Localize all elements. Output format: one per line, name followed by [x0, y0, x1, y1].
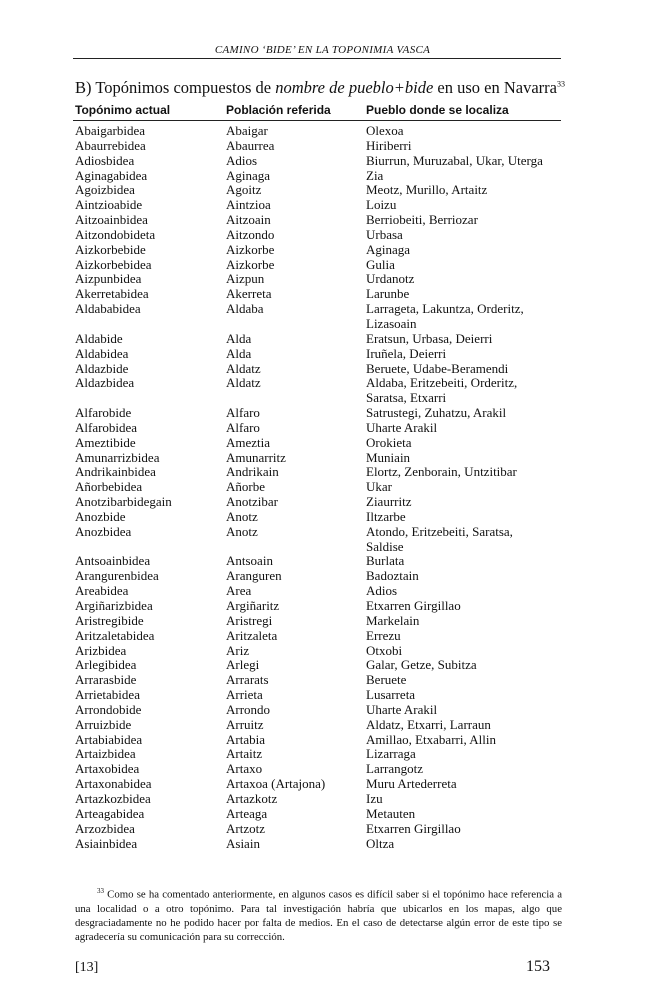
table-row [75, 213, 565, 228]
village-cell: Hiriberri [366, 137, 412, 153]
village-cell: Urdanotz [366, 271, 415, 287]
toponym-cell: Agoizbidea [75, 182, 135, 198]
population-cell: Añorbe [226, 479, 265, 495]
table-row [75, 792, 565, 807]
village-cell-continuation: Saratsa, Etxarri [366, 390, 447, 406]
toponym-cell: Aginagabidea [75, 167, 148, 183]
population-cell: Artaxoa (Artajona) [226, 776, 326, 792]
village-cell: Loizu [366, 197, 397, 213]
toponym-cell: Aitzoainbidea [75, 212, 148, 228]
village-cell: Lizarraga [366, 746, 416, 762]
toponym-cell: Asiainbidea [75, 835, 138, 851]
toponym-cell: Amunarrizbidea [75, 449, 160, 465]
toponym-cell: Aizkorbebide [75, 241, 146, 257]
toponym-cell: Añorbebidea [75, 479, 143, 495]
table-row [75, 124, 565, 139]
table-row [75, 777, 565, 792]
table-header [75, 103, 562, 119]
table-row [75, 436, 565, 451]
village-cell: Meotz, Murillo, Artaitz [366, 182, 488, 198]
toponym-cell: Artaxobidea [75, 761, 140, 777]
population-cell: Aintzioa [226, 197, 271, 213]
table-row [75, 703, 565, 718]
village-cell: Larrageta, Lakuntza, Orderitz, [366, 301, 524, 317]
table-row [75, 421, 565, 436]
population-cell: Aldatz [226, 375, 261, 391]
village-cell: Markelain [366, 612, 420, 628]
village-cell: Zia [366, 167, 384, 183]
toponym-cell: Anotzibarbidegain [75, 494, 172, 510]
table-row [75, 733, 565, 748]
village-cell: Amillao, Etxabarri, Allin [366, 731, 496, 747]
village-cell: Oltza [366, 835, 395, 851]
table-row [75, 569, 565, 584]
toponym-cell: Aldazbidea [75, 375, 135, 391]
page-number: 153 [526, 958, 550, 975]
toponym-cell: Arangurenbidea [75, 568, 159, 584]
population-cell: Aitzondo [226, 226, 275, 242]
population-cell: Aranguren [226, 568, 282, 584]
table-row [75, 406, 565, 421]
village-cell: Aldaba, Eritzebeiti, Orderitz, [366, 375, 518, 391]
table-row [75, 154, 565, 169]
toponym-cell: Aintzioabide [75, 197, 143, 213]
footnote [75, 884, 562, 944]
population-cell: Agoitz [226, 182, 262, 198]
population-cell: Antsoain [226, 553, 273, 569]
toponym-cell: Aritzaletabidea [75, 627, 155, 643]
population-cell: Anotz [226, 523, 258, 539]
population-cell: Artaitz [226, 746, 263, 762]
table-row [75, 525, 565, 555]
toponym-cell: Akerretabidea [75, 286, 149, 302]
table-row [75, 762, 565, 777]
table-row [75, 169, 565, 184]
population-cell: Arrieta [226, 687, 263, 703]
table-row [75, 302, 565, 332]
population-cell: Aldatz [226, 360, 261, 376]
population-cell: Artabia [226, 731, 265, 747]
population-cell: Alfaro [226, 419, 260, 435]
village-cell: Beruete [366, 672, 407, 688]
table-row [75, 139, 565, 154]
footnote-number: 33 [97, 887, 104, 895]
section-title-suffix: en uso en Navarra [433, 78, 557, 97]
village-cell: Larrangotz [366, 761, 424, 777]
toponym-cell: Arrarasbide [75, 672, 137, 688]
toponym-cell: Arizbidea [75, 642, 127, 658]
table-row [75, 287, 565, 302]
village-cell: Etxarren Girgillao [366, 820, 461, 836]
table-row [75, 807, 565, 822]
table-row [75, 822, 565, 837]
section-title-emphasis: nombre de pueblo+bide [275, 78, 434, 97]
toponym-cell: Artaizbidea [75, 746, 136, 762]
population-cell: Area [226, 583, 252, 599]
table-row [75, 183, 565, 198]
section-title [75, 78, 565, 98]
folio-left: [13] [75, 960, 99, 975]
village-cell: Muru Artederreta [366, 776, 457, 792]
table-row [75, 644, 565, 659]
population-cell: Aristregi [226, 612, 273, 628]
population-cell: Argiñaritz [226, 598, 280, 613]
toponym-cell: Arrietabidea [75, 687, 140, 703]
toponym-cell: Aldazbide [75, 360, 129, 376]
village-cell: Uharte Arakil [366, 419, 438, 435]
village-cell: Uharte Arakil [366, 701, 438, 717]
population-cell: Anotzibar [226, 494, 278, 510]
table-row [75, 658, 565, 673]
population-cell: Abaigar [226, 123, 268, 138]
toponym-cell: Aizpunbidea [75, 271, 142, 287]
toponym-cell: Argiñarizbidea [75, 598, 153, 613]
toponym-cell: Aldabide [75, 330, 123, 346]
village-cell: Iltzarbe [366, 508, 406, 524]
column-header-population: Población referida [226, 103, 331, 117]
population-cell: Andrikain [226, 464, 279, 480]
table-row [75, 376, 565, 406]
toponym-cell: Artabiabidea [75, 731, 143, 747]
village-cell: Atondo, Eritzebeiti, Saratsa, [366, 523, 513, 539]
population-cell: Asiain [226, 835, 260, 851]
village-cell: Iruñela, Deierri [366, 345, 447, 361]
column-header-toponym: Topónimo actual [75, 103, 171, 117]
village-cell: Etxarren Girgillao [366, 598, 461, 613]
village-cell: Ukar [366, 479, 392, 495]
table-row [75, 347, 565, 362]
toponym-cell: Ameztibide [75, 434, 136, 450]
toponym-cell: Aristregibide [75, 612, 144, 628]
village-cell: Beruete, Udabe-Beramendi [366, 360, 509, 376]
table-row [75, 362, 565, 377]
toponym-cell: Aizkorbebidea [75, 256, 152, 272]
village-cell: Errezu [366, 627, 401, 643]
table-row [75, 837, 565, 852]
table-header-rule [73, 120, 561, 121]
population-cell: Artzotz [226, 820, 265, 836]
village-cell: Adios [366, 583, 398, 599]
table-row [75, 228, 565, 243]
header-rule [73, 58, 561, 59]
toponym-cell: Abaigarbidea [75, 123, 146, 138]
village-cell: Aginaga [366, 241, 411, 257]
village-cell: Lusarreta [366, 687, 416, 703]
population-cell: Aizkorbe [226, 241, 275, 257]
village-cell: Gulia [366, 256, 395, 272]
toponym-cell: Andrikainbidea [75, 464, 156, 480]
village-cell: Satrustegi, Zuhatzu, Arakil [366, 405, 507, 421]
table-row [75, 510, 565, 525]
column-header-village: Pueblo donde se localiza [366, 103, 509, 117]
footnote-ref[interactable]: 33 [556, 79, 565, 89]
table-row [75, 629, 565, 644]
population-cell: Adios [226, 152, 258, 168]
table-row [75, 554, 565, 569]
toponym-cell: Aldababidea [75, 301, 141, 317]
population-cell: Amunarritz [226, 449, 286, 465]
population-cell: Aginaga [226, 167, 271, 183]
toponym-cell: Alfarobide [75, 405, 132, 421]
village-cell: Biurrun, Muruzabal, Ukar, Uterga [366, 152, 543, 168]
population-cell: Aitzoain [226, 212, 271, 228]
table-row [75, 599, 565, 614]
village-cell: Galar, Getze, Subitza [366, 657, 477, 673]
toponym-cell: Arzozbidea [75, 820, 135, 836]
toponym-cell: Artazkozbidea [75, 790, 151, 806]
section-title-prefix: B) Topónimos compuestos de [75, 78, 276, 97]
village-cell: Izu [366, 790, 383, 806]
table-row [75, 673, 565, 688]
table-row [75, 584, 565, 599]
footnote-text: Como se ha comentado anteriormente, en algunos casos es difícil saber si el topónimo hace referencia a una localidad o a otro topónimo. Para tal investigación habría que ubicarlos en los mapas, algo que desgraciadamente no he podido hacer por falta de medios. En el caso de detectarse algún error de este tipo se agradecería su comunicación para su corrección. [75, 888, 562, 944]
toponym-cell: Arlegibidea [75, 657, 137, 673]
toponym-cell: Aldabidea [75, 345, 129, 361]
population-cell: Aldaba [226, 301, 264, 317]
village-cell: Eratsun, Urbasa, Deierri [366, 330, 493, 346]
table-row [75, 480, 565, 495]
village-cell: Badoztain [366, 568, 419, 584]
population-cell: Arrarats [226, 672, 269, 688]
population-cell: Anotz [226, 508, 258, 524]
population-cell: Arteaga [226, 805, 268, 821]
toponym-cell: Alfarobidea [75, 419, 138, 435]
village-cell: Orokieta [366, 434, 412, 450]
table-row [75, 258, 565, 273]
table-row [75, 332, 565, 347]
toponym-cell: Abaurrebidea [75, 137, 146, 153]
population-cell: Artaxo [226, 761, 263, 777]
toponym-cell: Antsoainbidea [75, 553, 151, 569]
population-cell: Arruitz [226, 716, 264, 732]
village-cell: Muniain [366, 449, 411, 465]
table-row [75, 718, 565, 733]
toponym-cell: Adiosbidea [75, 152, 135, 168]
table-row [75, 465, 565, 480]
village-cell: Larunbe [366, 286, 410, 302]
toponym-cell: Anozbidea [75, 523, 132, 539]
toponym-cell: Arrondobide [75, 701, 142, 717]
toponym-cell: Arteagabidea [75, 805, 145, 821]
village-cell-continuation: Saldise [366, 538, 404, 554]
population-cell: Artazkotz [226, 790, 278, 806]
table-row [75, 614, 565, 629]
population-cell: Arrondo [226, 701, 271, 717]
toponym-cell: Anozbide [75, 508, 126, 524]
table-row [75, 747, 565, 762]
village-cell: Burlata [366, 553, 405, 569]
village-cell: Aldatz, Etxarri, Larraun [366, 716, 491, 732]
population-cell: Arlegi [226, 657, 260, 673]
toponym-cell: Areabidea [75, 583, 129, 599]
population-cell: Ameztia [226, 434, 271, 450]
population-cell: Akerreta [226, 286, 272, 302]
village-cell-continuation: Lizasoain [366, 315, 417, 331]
village-cell: Ziaurritz [366, 494, 412, 510]
toponym-cell: Arruizbide [75, 716, 132, 732]
village-cell: Metauten [366, 805, 416, 821]
table-row [75, 495, 565, 510]
population-cell: Abaurrea [226, 137, 275, 153]
table-row [75, 451, 565, 466]
village-cell: Elortz, Zenborain, Untzitibar [366, 464, 517, 480]
population-cell: Aizpun [226, 271, 265, 287]
running-head: CAMINO ‘BIDE’ EN LA TOPONIMIA VASCA [214, 44, 431, 56]
toponym-table [75, 124, 565, 851]
village-cell: Berriobeiti, Berriozar [366, 212, 478, 228]
village-cell: Urbasa [366, 226, 403, 242]
table-row [75, 272, 565, 287]
toponym-cell: Aitzondobideta [75, 226, 156, 242]
population-cell: Alda [226, 345, 252, 361]
table-row [75, 243, 565, 258]
population-cell: Alda [226, 330, 252, 346]
population-cell: Aritzaleta [226, 627, 278, 643]
village-cell: Otxobi [366, 642, 403, 658]
table-row [75, 198, 565, 213]
toponym-cell: Artaxonabidea [75, 776, 152, 792]
population-cell: Ariz [226, 642, 250, 658]
village-cell: Olexoa [366, 123, 404, 138]
population-cell: Aizkorbe [226, 256, 275, 272]
table-row [75, 688, 565, 703]
population-cell: Alfaro [226, 405, 260, 421]
